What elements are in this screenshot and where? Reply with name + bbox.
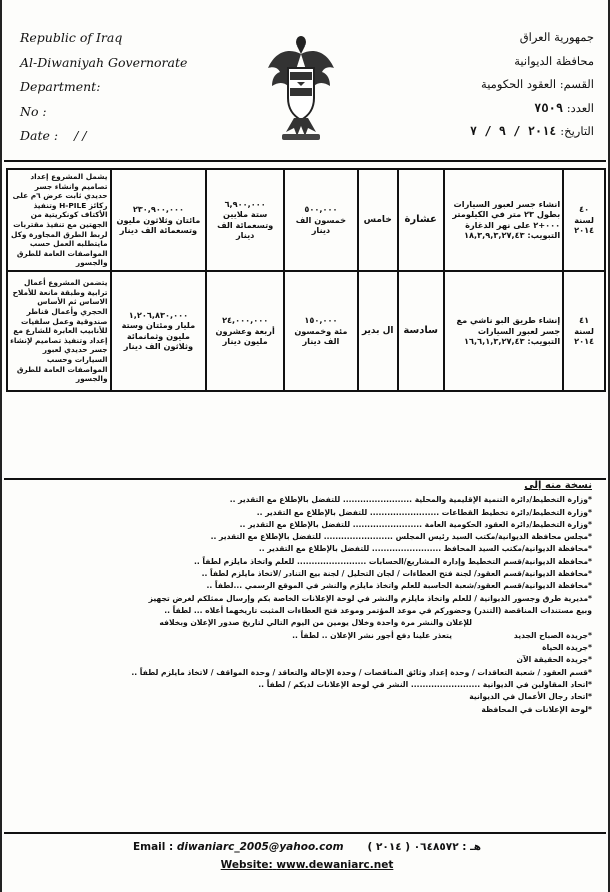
list-item: *وزارة التخطيط/دائرة تخطيط القطاعات ........................ للتفضل بالإطلاع مع التقدير .. bbox=[256, 507, 592, 517]
list-item: وبيع مستندات المناقصة (التندر) وحضوركم في موعد المؤتمر وموعد فتح العطاءات المثبت تاريخهما أعلاه ... لطفاً .. bbox=[164, 605, 592, 615]
footer-contact-row bbox=[2, 838, 610, 856]
list-item: *لوحة الإعلانات في المحافظة bbox=[481, 704, 592, 714]
governorate-en: Al-Diwaniyah Governorate bbox=[20, 54, 188, 70]
seq-cell: ٤٠ لسنة ٢٠١٤ bbox=[563, 169, 605, 271]
list-item: *اتحاد رجال الأعمال في الديوانية bbox=[469, 692, 592, 702]
email-block bbox=[133, 838, 344, 856]
category-cell: خامس bbox=[358, 169, 398, 271]
copies-list bbox=[12, 480, 592, 716]
phone-number: هـ : ٠٦٤٨٥٧٢ ( ٢٠١٤ ) bbox=[367, 841, 482, 853]
list-item: *قسم العقود / شعبة التعاقدات / وحدة إعداد وثائق المناقصات / وحدة الإحالة والتعاقد / وحدة المواقف / لاتخاذ مايلزم لطفاً .. bbox=[131, 667, 592, 677]
governorate-ar: محافظة الديوانية bbox=[514, 53, 594, 68]
copies-title: نسخة منه إلى bbox=[524, 480, 592, 491]
number-value-ar: ٧٥٠٩ bbox=[534, 100, 564, 115]
list-item: *وزارة التخطيط/دائرة العقود الحكومية العامة ........................ للتفضل بالإطلاع مع التقدير .. bbox=[239, 519, 592, 529]
email-label: Email : bbox=[132, 841, 174, 853]
list-item: *مجلس محافظة الديوانية/مكتب السيد رئيس المجلس ........................ للتفضل بالإطلاع مع التقدير .. bbox=[210, 532, 592, 542]
website-link[interactable]: www.dewaniarc.net bbox=[276, 859, 394, 871]
list-item: *محافظة الديوانية/قسم التخطيط وإدارة المشاريع/الحسابات ........................ للعلم واتخاذ مايلزم لطفاً .. bbox=[194, 556, 592, 566]
list-item: *محافظة الديوانية/قسم العقود/ لجنة فتح العطاءات / لجان التحليل / لجنة بيع التنادر /لاتخاذ مايلزم لطفاً .. bbox=[201, 569, 592, 579]
date-value-en: / / bbox=[74, 128, 87, 143]
country-ar: جمهورية العراق bbox=[519, 30, 594, 44]
seq-cell: ٤١ لسنة ٢٠١٤ bbox=[563, 271, 605, 391]
category-cell: ال بدير bbox=[358, 271, 398, 391]
date-label-ar: التاريخ: bbox=[560, 124, 594, 138]
district-cell: سادسة bbox=[398, 271, 444, 391]
footer-website-row bbox=[2, 856, 610, 874]
header-english bbox=[20, 26, 220, 149]
website-block bbox=[221, 856, 394, 874]
insurance-cell: ٦,٩٠٠,٠٠٠ ستة ملايين وتسعمائة الف دينار bbox=[206, 169, 284, 271]
list-item: *محافظة الديوانية/مكتب السيد المحافظ ........................ للتفضل بالإطلاع مع التقدير .. bbox=[258, 544, 592, 554]
table-row bbox=[7, 271, 605, 391]
number-label-ar: العدد: bbox=[566, 100, 594, 115]
doc-price-cell: ٥٠٠,٠٠٠ خمسون الف دينار bbox=[284, 169, 358, 271]
list-item: يتعذر علينا دفع أجور نشر الإعلان .. لطفاً .. bbox=[292, 630, 452, 640]
number-label-en: No : bbox=[20, 103, 47, 119]
header-arabic bbox=[404, 26, 594, 144]
email-address[interactable]: diwaniarc_2005@yahoo.com bbox=[176, 841, 344, 853]
number-row-ar bbox=[404, 97, 594, 121]
table-row bbox=[7, 169, 605, 271]
newspaper-item: *جريدة الحياة bbox=[542, 643, 592, 653]
department-label-en: Department: bbox=[20, 79, 101, 94]
department-ar: القسم: العقود الحكومية bbox=[481, 77, 594, 91]
cost-cell: ٢٣٠,٩٠٠,٠٠٠ مائتان وثلاثون مليون وتسعمائة الف دينار bbox=[111, 169, 207, 271]
list-item: *اتحاد المقاولين في الديوانية ........................ النشر في لوحة الإعلانات لديكم / لطفاً .. bbox=[258, 680, 592, 690]
list-item: *وزارة التخطيط/دائرة التنمية الإقليمية والمحلية ........................ للتفضل بالإطلاع مع التقدير .. bbox=[229, 495, 592, 505]
iraq-eagle-emblem bbox=[264, 28, 338, 146]
project-cell: انشاء جسر لعبور السيارات بطول ٢٣ متر في الكيلومتر ٠٠٠+٢ على نهر الدغارة التبويب: ١٨,٣,٩,٣,٢٧,٤٣ bbox=[444, 169, 564, 271]
district-cell: عشارة bbox=[398, 169, 444, 271]
list-item: للإعلان والنشر مرة واحدة وخلال يومين من اليوم التالي لتاريخ صدور الإعلان وبخلافه bbox=[159, 618, 472, 628]
website-label: Website: bbox=[220, 859, 273, 871]
works-table bbox=[6, 168, 606, 392]
newspaper-item: *جريدة الحقيقة الآن bbox=[516, 655, 592, 665]
date-row-en bbox=[20, 124, 220, 149]
date-value-ar: ٢٠١٤ / ٩ / ٧ bbox=[469, 124, 557, 138]
project-cell: إنشاء طريق البو ناشي مع جسر لعبور السيارات التبويب: ١٦,٦,١,٣,٢٧,٤٣ bbox=[444, 271, 564, 391]
cost-cell: ١,٢٠٦,٨٣٠,٠٠٠ مليار ومئتان وستة مليون وثمانمائة وثلاثون الف دينار bbox=[111, 271, 207, 391]
date-row-ar bbox=[404, 120, 594, 144]
list-item: *محافظة الديوانية/قسم العقود/شعبة الحاسبة للعلم واتخاذ مايلزم والنشر في الموقع الرسمي ...لطفاً .. bbox=[206, 581, 592, 591]
insurance-cell: ٢٤,٠٠٠,٠٠٠ أربعة وعشرون مليون دينار bbox=[206, 271, 284, 391]
header-divider bbox=[4, 160, 606, 162]
notes-cell: يشمل المشروع إعداد تصاميم وانشاء جسر حديدي ثابت عرض ٦م على ركائز H-PILE وتنفيذ الأكتاف كونكريتية من الجهتين مع تنفيذ مقتربات لربط الطرق المجاورة وكل مايتطلبه العمل حسب المواصفات العامة للطرق والجسور bbox=[7, 169, 111, 271]
notes-cell: يتضمن المشروع أعمال ترابية وطبقة مانعة للأملاح الاساس ثم الأساس الحجري وأعمال قناطر صندوقية وعمل سلفيات للأنابيب العابرة للشارع مع إعداد وتنفيذ تصاميم لإنشاء جسر حديدي لعبور السيارات وحسب المواصفات العامة للطرق والجسور bbox=[7, 271, 111, 391]
doc-price-cell: ١٥٠,٠٠٠ مئة وخمسون الف دينار bbox=[284, 271, 358, 391]
newspaper-item: *جريدة الصباح الجديد bbox=[513, 630, 592, 640]
footer-divider bbox=[4, 832, 606, 834]
list-item: *مديرية طرق وجسور الديوانية / للعلم واتخاذ مايلزم والنشر في لوحة الإعلانات الخاصة بكم وإرسال ممثلكم لغرض تجهيز bbox=[148, 593, 592, 603]
country-en: Republic of Iraq bbox=[20, 30, 123, 45]
date-label-en: Date : bbox=[20, 128, 59, 143]
footer bbox=[2, 838, 610, 874]
